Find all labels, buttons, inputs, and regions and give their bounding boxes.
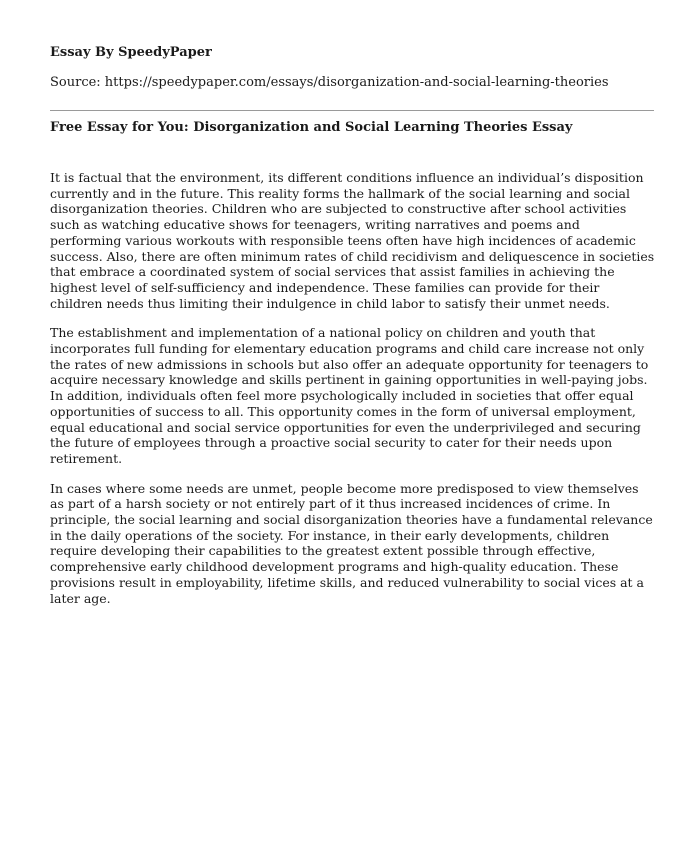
essay-paragraph-3: In cases where some needs are unmet, people become more predisposed to view themselves as part of a harsh society or not entirely part of it thus increased incidences of crime. In principle, the social learning and social disorganization theories have a fundamental relevance in the daily operations of the society. For instance, in their early developments, children require developing their capabilities to the greatest extent possible through effective, comprehensive early childhood development programs and high-quality education. These provisions result in employability, lifetime skills, and reduced vulnerability to social vices at a later age. (50, 480, 653, 606)
header-title: Essay By SpeedyPaper (50, 45, 212, 60)
essay-paragraph-1: It is factual that the environment, its different conditions influence an individual’s disposition currently and in the future. This reality forms the hallmark of the social learning and social disorganization theories. Children who are subjected to constructive after school activities such as watching educative shows for teenagers, writing narratives and poems and performing various workouts with responsible teens often have high incidences of academic success. Also, there are often minimum rates of child recidivism and deliquescence in societies that embrace a coordinated system of social services that assist families in achieving the highest level of self-sufficiency and independence. These families can provide for their children needs thus limiting their indulgence in child labor to satisfy their unmet needs. (50, 170, 655, 311)
header-divider (50, 110, 654, 111)
essay-title: Free Essay for You: Disorganization and Social Learning Theories Essay (50, 120, 573, 135)
essay-body (50, 170, 655, 620)
source-line: Source: https://speedypaper.com/essays/disorganization-and-social-learning-theories (50, 75, 609, 90)
essay-paragraph-2: The establishment and implementation of a national policy on children and youth that incorporates full funding for elementary education programs and child care increase not only the rates of new admissions in schools but also offer an adequate opportunity for teenagers to acquire necessary knowledge and skills pertinent in gaining opportunities in well-paying jobs. In addition, individuals often feel more psychologically included in societies that offer equal opportunities of success to all. This opportunity comes in the form of universal employment, equal educational and social service opportunities for even the underprivileged and securing the future of employees through a proactive social security to cater for their needs upon retirement. (50, 325, 649, 466)
document-header (50, 44, 660, 92)
